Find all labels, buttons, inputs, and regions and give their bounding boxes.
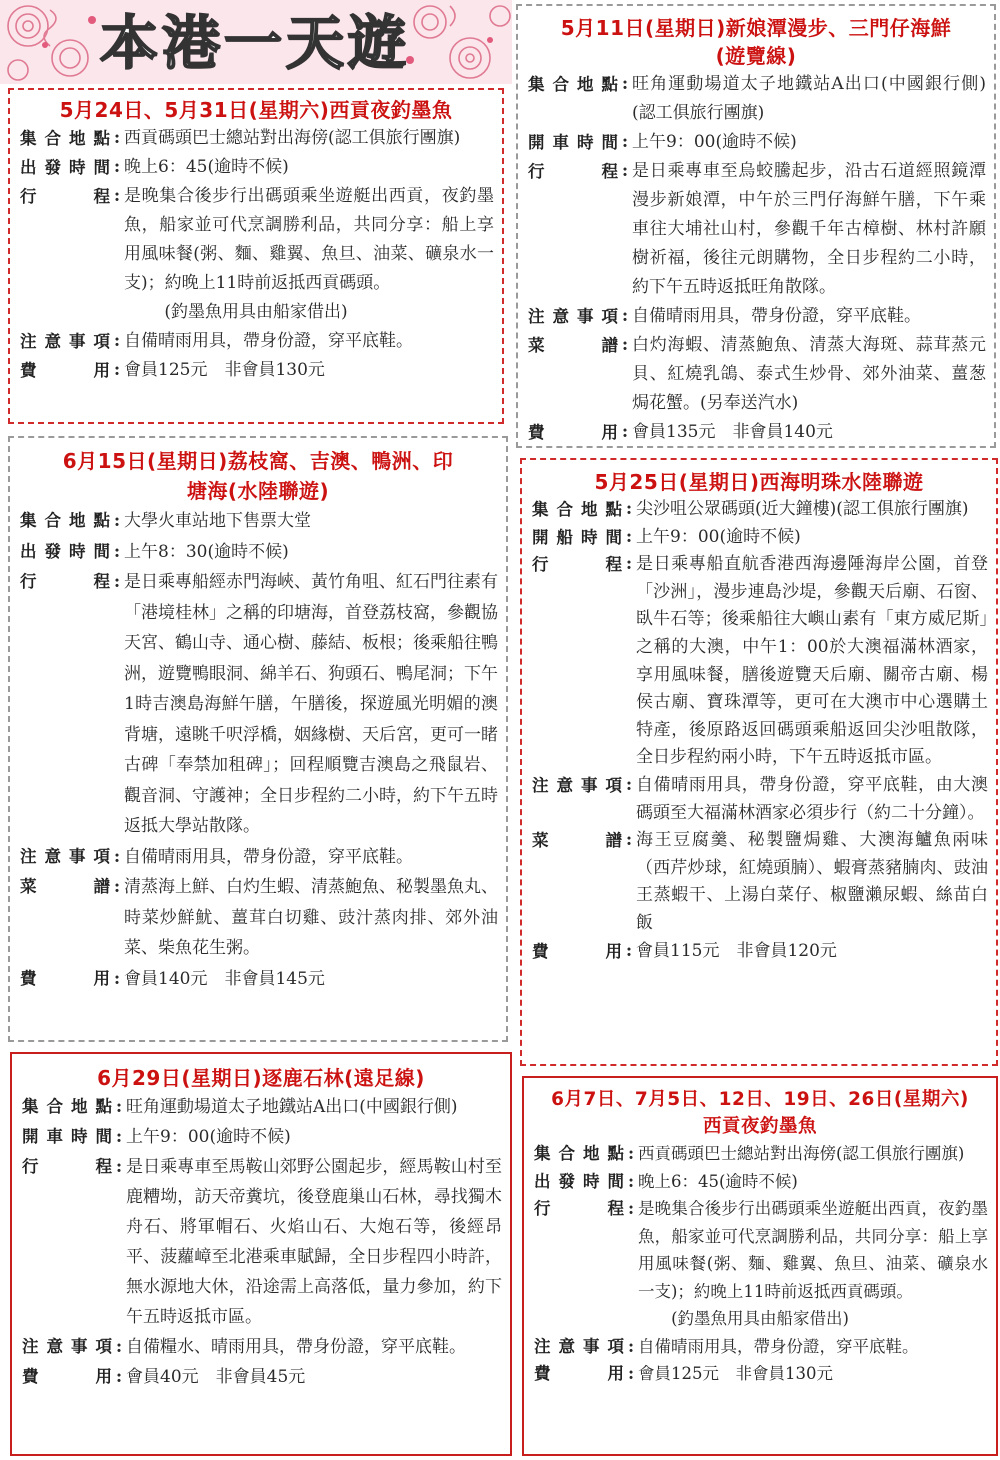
row-label: 開車時間	[528, 133, 618, 152]
equipment-note: (釣墨魚用具由船家借出)	[671, 1309, 849, 1328]
row-value: 是日乘專船經赤門海峽、黃竹角咀、紅石門往素有「港境桂林」之稱的印塘海，首登荔枝窩，參觀協天宮、鶴山寺、通心樹、藤結、板根；後乘船往鴨洲，遊覽鴨眼洞、綿羊石、狗頭石、鴨尾洞；下午1時吉澳島海鮮午膳，午膳後，探遊風光明媚的澳背塘，遠眺千呎浮橋，姻緣樹、天后宮，更可一睹古碑「奉禁加租碑」；回程順覽吉澳島之飛鼠岩、觀音洞、守護神；全日步程約二小時，約下午五時返抵大學站散隊。	[124, 572, 498, 836]
trip-title: 6月15日(星期日)荔枝窩、吉澳、鴨洲、印塘海(水陸聯遊)	[62, 449, 454, 503]
trip-row: 開車時間 : 上午9：00(逾時不候)	[22, 1122, 502, 1152]
row-label: 集合地點	[22, 1097, 112, 1116]
row-value: 自備晴雨用具，帶身份證，穿平底鞋。	[632, 306, 921, 326]
trip-row: 集合地點 : 旺角運動場道太子地鐵站A出口(中國銀行側)(認工俱旅行團旗)	[528, 70, 986, 128]
row-label: 集合地點	[20, 511, 110, 530]
row-label: 費用	[20, 361, 110, 380]
row-value: 是晚集合後步行出碼頭乘坐遊艇出西貢，夜釣墨魚，船家並可代烹調勝利品，共同分享：船上享用風味餐(粥、麵、雞翼、魚旦、油菜、礦泉水一支)；約晚上11時前返抵西貢碼頭。	[638, 1199, 988, 1301]
row-value: 自備晴雨用具，帶身份證，穿平底鞋。	[124, 846, 413, 867]
trip-title: 6月7日、7月5日、12日、19日、26日(星期六)西貢夜釣墨魚	[551, 1089, 969, 1137]
row-label: 注意事項	[532, 775, 622, 795]
trip-row: 集合地點 : 旺角運動場道太子地鐵站A出口(中國銀行側)	[22, 1092, 502, 1122]
row-value: 大學火車站地下售票大堂	[124, 511, 311, 531]
row-value: 旺角運動場道太子地鐵站A出口(中國銀行側)	[126, 1097, 458, 1117]
row-value: 上午9：00(逾時不候)	[126, 1127, 291, 1147]
row-label: 注意事項	[528, 307, 618, 326]
masthead-title: 本港一天遊	[100, 9, 411, 77]
row-label: 集合地點	[534, 1144, 624, 1163]
masthead	[0, 0, 512, 84]
row-value: 會員140元 非會員145元	[124, 968, 325, 989]
trip-row: 注意事項 : 自備晴雨用具，帶身份證，穿平底鞋，由大澳碼頭至大福滿林酒家必須步行（約二十分鐘）。	[532, 772, 988, 827]
row-value: 是日乘專車至馬鞍山郊野公園起步，經馬鞍山村至鹿糟坳，訪天帝糞坑，後登鹿巢山石林，尋找獨木舟石、將軍帽石、火焰山石、大炮石等，後經昂平、菠蘿嶂至北港乘車賦歸，全日步程四小時許，無水源地大休，沿途需上高落低，量力參加，約下午五時返抵市區。	[126, 1157, 502, 1327]
trip-row: 費用 : 會員125元 非會員130元	[20, 356, 494, 385]
row-label: 費用	[20, 968, 110, 988]
row-label: 費用	[534, 1364, 624, 1383]
row-label: 行程	[534, 1199, 624, 1218]
trip-row: 行程 : 是晚集合後步行出碼頭乘坐遊艇出西貢，夜釣墨魚，船家並可代烹調勝利品，共同分享：船上享用風味餐(粥、麵、雞翼、魚旦、油菜、礦泉水一支)；約晚上11時前返抵西貢碼頭。	[534, 1195, 988, 1305]
row-label: 行程	[20, 572, 110, 591]
trip-row: 注意事項 : 自備晴雨用具，帶身份證，穿平底鞋。	[20, 327, 494, 356]
row-label: 費用	[528, 423, 618, 442]
row-value: 清蒸海上鮮、白灼生蝦、清蒸鮑魚、秘製墨魚丸、時菜炒鮮魷、薑茸白切雞、豉汁蒸肉排、郊外油菜、柴魚花生粥。	[124, 877, 498, 958]
row-label: 出發時間	[534, 1171, 624, 1191]
row-value: 旺角運動場道太子地鐵站A出口(中國銀行側)(認工俱旅行團旗)	[632, 74, 986, 123]
row-label: 行程	[528, 162, 618, 181]
trip-row: 開船時間 : 上午9：00(逾時不候)	[532, 524, 988, 552]
row-value: 會員115元 非會員120元	[636, 940, 837, 961]
row-label: 注意事項	[22, 1337, 112, 1356]
row-value: 是晚集合後步行出碼頭乘坐遊艇出西貢，夜釣墨魚，船家並可代烹調勝利品，共同分享：船上享用風味餐(粥、麵、雞翼、魚旦、油菜、礦泉水一支)；約晚上11時前返抵西貢碼頭。	[124, 186, 494, 293]
trip-row: 注意事項 : 自備糧水、晴雨用具，帶身份證，穿平底鞋。	[22, 1332, 502, 1362]
row-value: 自備晴雨用具，帶身份證，穿平底鞋，由大澳碼頭至大福滿林酒家必須步行（約二十分鐘）。	[636, 774, 988, 823]
trip-title: 6月29日(星期日)逐鹿石林(遠足線)	[97, 1066, 425, 1090]
trip-row: 出發時間 : 晚上6：45(逾時不候)	[20, 153, 494, 182]
trip-row: 行程 : 是晚集合後步行出碼頭乘坐遊艇出西貢，夜釣墨魚，船家並可代烹調勝利品，共同分享：船上享用風味餐(粥、麵、雞翼、魚旦、油菜、礦泉水一支)；約晚上11時前返抵西貢碼頭。	[20, 182, 494, 298]
row-label: 行程	[20, 187, 110, 206]
row-value: 會員135元 非會員140元	[632, 422, 833, 442]
row-label: 注意事項	[20, 846, 110, 866]
trip-title: 5月11日(星期日)新娘潭漫步、三門仔海鮮(遊覽線)	[560, 16, 952, 68]
row-label: 菜譜	[532, 831, 622, 851]
row-value: 海王豆腐羹、秘製鹽焗雞、大澳海鱸魚兩味（西芹炒球，紅燒頭腩）、蝦膏蒸豬腩肉、豉油王蒸蝦干、上湯白菜仔、椒鹽瀨尿蝦、絲苗白飯	[636, 830, 988, 933]
row-label: 菜譜	[528, 336, 618, 355]
row-value: 會員40元 非會員45元	[126, 1367, 306, 1387]
trip-row: 行程 : 是日乘專船直航香港西海邊陲海岸公園，首登「沙洲」，漫步連島沙堤，參觀天后廟、石窗、臥牛石等；後乘船往大嶼山素有「東方威尼斯」之稱的大澳，中午1：00於大澳福滿林酒家，享用風味餐，膳後遊覽天后廟、關帝古廟、楊侯古廟、寶珠潭等，更可在大澳市中心選購土特產，後原路返回碼頭乘船返回尖沙咀散隊，全日步程約兩小時，下午五時返抵市區。	[532, 551, 988, 772]
row-label: 集合地點	[532, 500, 622, 519]
trip-row: 費用 : 會員135元 非會員140元	[528, 418, 986, 447]
trip-title: 5月25日(星期日)西海明珠水陸聯遊	[594, 470, 924, 494]
trip-row: 開車時間 : 上午9：00(逾時不候)	[528, 128, 986, 157]
trip-row: 費用 : 會員40元 非會員45元	[22, 1362, 502, 1392]
trip-row: 行程 : 是日乘專車至烏蛟騰起步，沿古石道經照鏡潭漫步新娘潭，中午於三門仔海鮮午膳，下午乘車往大埔社山村，參觀千年古樟樹、林村許願樹祈福，後往元朗購物，全日步程約二小時，約下午五時返抵旺角散隊。	[528, 157, 986, 302]
trip-row: 費用 : 會員125元 非會員130元	[534, 1360, 988, 1388]
trip-card-sai-kung-night-squid-may	[8, 88, 504, 424]
row-label: 行程	[532, 555, 622, 575]
trip-row: 行程 : 是日乘專船經赤門海峽、黃竹角咀、紅石門往素有「港境桂林」之稱的印塘海，首登荔枝窩，參觀協天宮、鶴山寺、通心樹、藤結、板根；後乘船往鴨洲，遊覽鴨眼洞、綿羊石、狗頭石、鴨尾洞；下午1時吉澳島海鮮午膳，午膳後，探遊風光明媚的澳背塘，遠眺千呎浮橋，姻緣樹、天后宮，更可一睹古碑「奉禁加租碑」；回程順覽吉澳島之飛鼠岩、觀音洞、守護神；全日步程約二小時，約下午五時返抵大學站散隊。	[20, 567, 498, 842]
row-value: 上午8：30(逾時不候)	[124, 541, 289, 562]
trip-row: 費用 : 會員115元 非會員120元	[532, 938, 988, 966]
row-value: 會員125元 非會員130元	[638, 1364, 833, 1383]
trip-row: 菜譜 : 海王豆腐羹、秘製鹽焗雞、大澳海鱸魚兩味（西芹炒球，紅燒頭腩）、蝦膏蒸豬腩肉、豉油王蒸蝦干、上湯白菜仔、椒鹽瀨尿蝦、絲苗白飯	[532, 827, 988, 937]
row-label: 集合地點	[528, 75, 618, 94]
row-value: 上午9：00(逾時不候)	[632, 132, 797, 152]
trip-row: 菜譜 : 白灼海蝦、清蒸鮑魚、清蒸大海斑、蒜茸蒸元貝、紅燒乳鴿、泰式生炒骨、郊外油菜、薑葱焗花蟹。(另奉送汽水)	[528, 331, 986, 418]
trip-row: 出發時間 : 上午8：30(逾時不候)	[20, 537, 498, 568]
trip-card-lai-chi-wo-kat-o	[8, 436, 508, 1042]
trip-row: 行程 : 是日乘專車至馬鞍山郊野公園起步，經馬鞍山村至鹿糟坳，訪天帝糞坑，後登鹿巢山石林，尋找獨木舟石、將軍帽石、火焰山石、大炮石等，後經昂平、菠蘿嶂至北港乘車賦歸，全日步程四小時許，無水源地大休，沿途需上高落低，量力參加，約下午五時返抵市區。	[22, 1152, 502, 1332]
trip-row: 費用 : 會員140元 非會員145元	[20, 964, 498, 995]
row-value: 是日乘專車至烏蛟騰起步，沿古石道經照鏡潭漫步新娘潭，中午於三門仔海鮮午膳，下午乘車往大埔社山村，參觀千年古樟樹、林村許願樹祈福，後往元朗購物，全日步程約二小時，約下午五時返抵旺角散隊。	[632, 161, 986, 297]
trip-row: 菜譜 : 清蒸海上鮮、白灼生蝦、清蒸鮑魚、秘製墨魚丸、時菜炒鮮魷、薑茸白切雞、豉汁蒸肉排、郊外油菜、柴魚花生粥。	[20, 872, 498, 964]
trip-row: 集合地點 : 尖沙咀公眾碼頭(近大鐘樓)(認工俱旅行團旗)	[532, 496, 988, 524]
row-label: 行程	[22, 1157, 112, 1176]
trip-card-stone-forest-hike	[10, 1052, 512, 1456]
trip-title: 5月24日、5月31日(星期六)西貢夜釣墨魚	[59, 98, 453, 122]
trip-row: 注意事項 : 自備晴雨用具，帶身份證，穿平底鞋。	[528, 302, 986, 331]
trip-row: 注意事項 : 自備晴雨用具，帶身份證，穿平底鞋。	[20, 842, 498, 873]
row-value: 晚上6：45(逾時不候)	[124, 157, 289, 177]
row-label: 菜譜	[20, 877, 110, 896]
trip-card-sai-kung-night-squid-summer	[522, 1076, 998, 1456]
trip-card-west-sea-pearl	[520, 458, 998, 1066]
row-label: 開車時間	[22, 1127, 112, 1146]
row-value: 是日乘專船直航香港西海邊陲海岸公園，首登「沙洲」，漫步連島沙堤，參觀天后廟、石窗、臥牛石等；後乘船往大嶼山素有「東方威尼斯」之稱的大澳，中午1：00於大澳福滿林酒家，享用風味餐，膳後遊覽天后廟、關帝古廟、楊侯古廟、寶珠潭等，更可在大澳市中心選購土特產，後原路返回碼頭乘船返回尖沙咀散隊，全日步程約兩小時，下午五時返抵市區。	[636, 554, 988, 768]
row-label: 開船時間	[532, 527, 622, 547]
row-label: 注意事項	[534, 1336, 624, 1356]
row-value: 白灼海蝦、清蒸鮑魚、清蒸大海斑、蒜茸蒸元貝、紅燒乳鴿、泰式生炒骨、郊外油菜、薑葱焗花蟹。(另奉送汽水)	[632, 335, 986, 413]
trip-row: 集合地點 : 西貢碼頭巴士總站對出海傍(認工俱旅行團旗)	[20, 124, 494, 153]
row-value: 上午9：00(逾時不候)	[636, 526, 801, 547]
row-label: 集合地點	[20, 129, 110, 148]
row-label: 費用	[532, 941, 622, 961]
row-value: 自備晴雨用具，帶身份證，穿平底鞋。	[124, 331, 413, 351]
trip-row: 集合地點 : 西貢碼頭巴士總站對出海傍(認工俱旅行團旗)	[534, 1140, 988, 1168]
row-label: 注意事項	[20, 332, 110, 351]
row-label: 出發時間	[20, 541, 110, 561]
row-value: 自備糧水、晴雨用具，帶身份證，穿平底鞋。	[126, 1337, 466, 1357]
row-value: 西貢碼頭巴士總站對出海傍(認工俱旅行團旗)	[638, 1144, 965, 1163]
row-value: 西貢碼頭巴士總站對出海傍(認工俱旅行團旗)	[124, 128, 461, 148]
row-label: 費用	[22, 1367, 112, 1386]
equipment-note: (釣墨魚用具由船家借出)	[164, 302, 348, 322]
row-value: 會員125元 非會員130元	[124, 360, 325, 380]
row-value: 自備晴雨用具，帶身份證，穿平底鞋。	[638, 1336, 919, 1356]
row-value: 尖沙咀公眾碼頭(近大鐘樓)(認工俱旅行團旗)	[636, 499, 969, 519]
trip-card-bride-pool-walk	[516, 4, 996, 448]
trip-row: 集合地點 : 大學火車站地下售票大堂	[20, 506, 498, 537]
trip-row: 注意事項 : 自備晴雨用具，帶身份證，穿平底鞋。	[534, 1333, 988, 1361]
trip-row: 出發時間 : 晚上6：45(逾時不候)	[534, 1168, 988, 1196]
row-value: 晚上6：45(逾時不候)	[638, 1171, 798, 1191]
row-label: 出發時間	[20, 158, 110, 177]
